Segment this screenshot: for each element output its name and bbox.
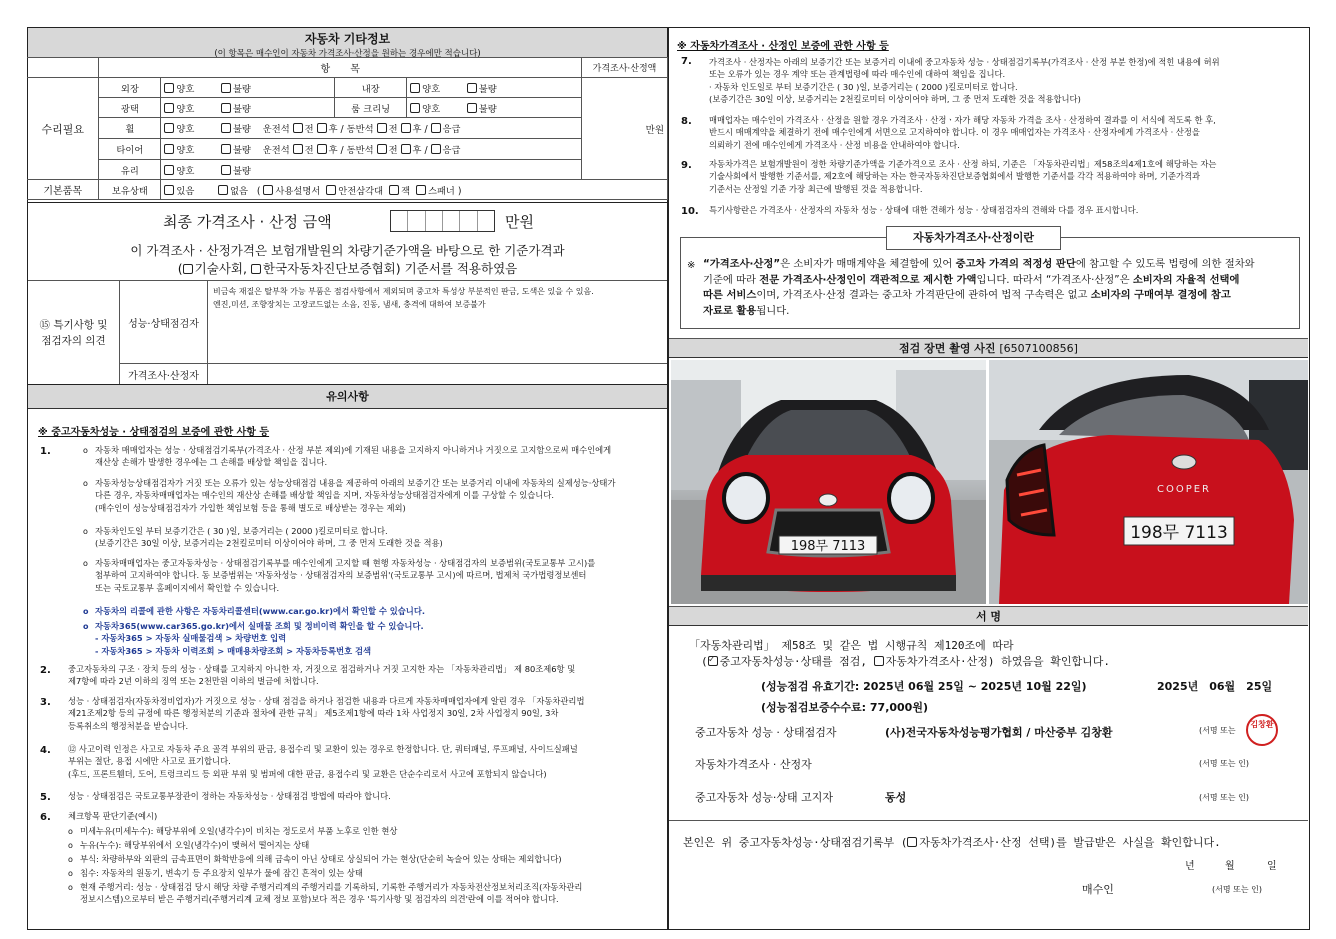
inspector-label: 중고자동차 성능 · 상태점검자 [695, 726, 837, 739]
checkbox[interactable] [263, 185, 273, 195]
checkbox[interactable] [221, 83, 231, 93]
price-unit: 만원 [582, 78, 668, 180]
final-line2: 이 가격조사 · 산정가격은 보험개발원의 차량기준가액을 바탕으로 한 기준가격과 [130, 243, 565, 258]
num-6: 6. [40, 812, 51, 823]
caution-6: 체크항목 판단기준(예시) [68, 811, 158, 821]
checkbox[interactable] [317, 123, 327, 133]
caution-3: 성능 · 상태점검자(자동차정비업자)가 거짓으로 성능 · 상태 점검을 하거나 점검한 내용과 다르게 자동차매매업자에게 알린 경우 「자동차관리법 제21조제2항 등의 규정에 따른 행정처분의 기준과 절차에 관한 규칙」 제5조제1항에 따라 1차 사업정지 30일, 2차 사업정지 90일, 3차 등록취소의 행정처분을 받습니다. [68, 696, 585, 731]
caution-6-o5: 현재 주행거리: 성능 · 상태점검 당시 해당 차량 주행거리계의 주행거리를 기록하되, 기록한 주행거리가 자동차전산정보처리조직(자동차관리 정보시스템)으로부터 받은 주행거리(주행거리계 교체 정보 포함)보다 적은 경우 '특기사항 및 점검자의 의견'란에 이를 적어야 합니다. [80, 882, 583, 905]
inspection-fee: (성능점검보증수수료: 77,000원) [761, 701, 928, 714]
final-price-boxes [390, 210, 495, 232]
row-interior: 내장 [335, 78, 407, 98]
checkbox[interactable] [164, 144, 174, 154]
row-gloss: 광택 [99, 98, 161, 118]
bullet: o [83, 527, 88, 536]
remarks-inspector-label: 성능·상태점검자 [120, 281, 208, 363]
caution-2: 중고자동차의 구조 · 장치 등의 성능 · 상태를 고지하지 아니한 자, 거짓으로 점검하거나 거짓 고지한 자는 「자동차관리법」 제 80조제6항 및 제7항에 따라 2년 이하의 징역 또는 2천만원 이하의 벌금에 처합니다. [68, 664, 576, 687]
receipt-divider [669, 820, 1308, 821]
checkbox[interactable] [183, 264, 193, 274]
receipt-month: 월 [1225, 861, 1235, 872]
receipt-text: 본인은 위 중고자동차성능·상태점검기록부 ( 자동차가격조사·산정 선택)를 발급받은 사실을 확인합니다. [683, 836, 1221, 849]
checkbox[interactable] [410, 83, 420, 93]
signature-header: 서 명 [669, 606, 1308, 626]
checkbox[interactable] [401, 144, 411, 154]
note-7: 가격조사 · 산정자는 아래의 보증기간 또는 보증거리 이내에 중고자동차 성능 · 상태점검기록부(가격조사 · 산정 부분 한정)에 적힌 내용에 허위 또는 오류가 있는 경우 계약 또는 관계법령에 따라 매수인에 대하여 책임을 집니다. · 자동차 인도일로 부터 보증기간은 ( 30 )일, 보증거리는 ( 2000 )킬로미터로 합니다. (보증기간은 30일 이상, 보증거리는 2천킬로미터 이상이어야 하며, 그 중 먼저 도래한 것을 적용합니다) [709, 57, 1220, 105]
checkbox[interactable] [221, 165, 231, 175]
note-8: 매매업자는 매수인이 가격조사 · 산정을 원할 경우 가격조사 · 산정ㆍ자가 해당 자동차 가격을 조사 · 산정하여 결과를 이 서식에 적도록 한 후, 반드시 매매계약을 체결하기 전에 매수인에게 서면으로 고지하여야 합니다. 이 경우 매매업자는 가격조사 · 산정자에게 가격조사 · 산정을 의뢰하기 전에 매수인에게 가격조사 · 산정 비용을 안내하여야 합니다. [709, 115, 1216, 150]
remarks-text [213, 285, 594, 311]
basic-label: 기본품목 [27, 180, 99, 200]
gloss-options: 양호 불량 [161, 98, 335, 118]
caution-1-o3: 자동차인도일 부터 보증기간은 ( 30 )일, 보증거리는 ( 2000 )킬로미터로 합니다. (보증기간은 30일 이상, 보증거리는 2천킬로미터 이상이어야 하며, 그 중 먼저 도래한 것을 적용) [95, 526, 443, 549]
rear-car-image [989, 360, 1308, 604]
appraisal-checkbox[interactable] [874, 656, 884, 666]
exterior-options: 양호 불량 [161, 78, 335, 98]
remarks-section [28, 280, 667, 384]
other-info-title: 자동차 기타정보 [304, 32, 391, 46]
num-1: 1. [40, 446, 51, 457]
row-room-clean: 룸 크리닝 [335, 98, 407, 118]
receipt-day: 일 [1267, 861, 1277, 872]
checkbox[interactable] [164, 165, 174, 175]
signature-line1: 「자동차관리법」 제58조 및 같은 법 시행규칙 제120조에 따라 [689, 639, 1014, 652]
possession-options: 있음 없음 ( 사용설명서 안전삼각대 잭 스패너 ) [161, 180, 668, 200]
bullet: o [68, 869, 73, 878]
caution-1-o5: 자동차의 리콜에 관한 사항은 자동차리콜센터(www.car.go.kr)에서 확인할 수 있습니다. [95, 606, 425, 616]
num-9: 9. [681, 160, 692, 171]
checkbox[interactable] [221, 103, 231, 113]
checkbox[interactable] [389, 185, 399, 195]
caution-5: 성능 · 상태점검은 국토교통부장관이 정하는 자동차성능 · 상태점검 방법에 따라야 합니다. [68, 791, 391, 801]
glass-options: 양호 불량 [161, 160, 582, 180]
row-exterior: 외장 [99, 78, 161, 98]
num-2: 2. [40, 665, 51, 676]
row-tire: 타이어 [99, 139, 161, 160]
final-price-title: 최종 가격조사 · 산정 금액 [163, 213, 332, 231]
bullet: o [83, 559, 88, 568]
checkbox[interactable] [416, 185, 426, 195]
checkbox[interactable] [218, 185, 228, 195]
checkbox[interactable] [164, 83, 174, 93]
rear-plate-text: 198무 7113 [1130, 523, 1228, 543]
caution-6-o4: 침수: 자동차의 원동기, 변속기 등 주요장치 일부가 물에 잠긴 흔적이 있는 상태 [80, 868, 363, 878]
receipt-year: 년 [1185, 861, 1195, 872]
checkbox[interactable] [164, 123, 174, 133]
caution-header: 유의사항 [28, 384, 667, 409]
num-10: 10. [681, 206, 699, 217]
bullet: o [83, 607, 89, 616]
checkbox[interactable] [467, 83, 477, 93]
signature-line2: (✓ 중고자동차성능·상태를 점검, 자동차가격조사·산정) 하였음을 확인합니다. [701, 653, 1110, 669]
inspector-name: (사)전국자동차성능평가협회 / 마산중부 김창환 [885, 726, 1113, 739]
wheel-options: 양호 불량 운전석 전 후 / 동반석 전 후 / 응급 [161, 118, 582, 139]
checkbox[interactable] [164, 103, 174, 113]
remarks-text-1: 비금속 재질은 탈부착 가능 부품은 점검사항에서 제외되며 중고차 특성상 부분적인 판금, 도색은 있을 수 있음. [213, 287, 594, 296]
left-panel [27, 27, 668, 930]
caution-1-o1: 자동차 매매업자는 성능 · 상태점검기록부(가격조사 · 산정 부분 제외)에 기재된 내용을 고지하지 아니하거나 거짓으로 고지함으로써 매수인에게 재산상 손해가 발생한 경우에는 그 손해를 배상할 책임을 집니다. [95, 445, 612, 468]
col-item-header: 항 목 [99, 58, 582, 78]
photos-code: [6507100856] [999, 342, 1078, 355]
checkbox[interactable] [221, 123, 231, 133]
definition-title: 자동차가격조사·산정이란 [886, 226, 1061, 250]
remarks-label: ⑮ 특기사항 및 점검자의 의견 [28, 281, 120, 385]
checkbox[interactable] [293, 144, 303, 154]
caution-6-o1: 미세누유(미세누수): 해당부위에 오일(냉각수)이 비치는 정도로서 부품 노후로 인한 현상 [80, 826, 398, 836]
other-info-subtitle: (이 항목은 매수인이 자동차 가격조사·산정을 원하는 경우에만 적습니다) [214, 49, 481, 59]
checkbox[interactable] [221, 144, 231, 154]
checkbox[interactable] [326, 185, 336, 195]
checkbox[interactable] [251, 264, 261, 274]
inspector-seal: 김창환 [1246, 714, 1278, 746]
note-9: 자동차가격은 보험개발원이 정한 차량기준가액을 기준가격으로 조사 · 산정 하되, 기준은 「자동차관리법」제58조의4제1호에 해당하는 자는 기술사회에서 발행한 기준서를, 제2호에 해당하는 자는 한국자동차진단보증협회에서 발행한 기준서를 각각 적용하여야 하며, 기준가격과 기준서는 산정일 기준 가장 최근에 발행된 것을 적용합니다. [709, 159, 1217, 194]
num-4: 4. [40, 745, 51, 756]
inspector-sign-hint: (서명 또는 [1199, 726, 1236, 735]
notifier-name: 동성 [885, 791, 907, 804]
remarks-appraiser-label: 가격조사·산정자 [120, 363, 208, 385]
other-info-table [27, 57, 668, 200]
bullet: o [68, 841, 73, 850]
photos-title: 점검 장면 촬영 사진 [899, 342, 996, 355]
front-car-image [671, 360, 986, 604]
caution-1-o2: 자동차성능상태점검자가 거짓 또는 오류가 있는 성능상태점검 내용을 제공하여 아래의 보증기간 또는 보증거리 이내에 자동차의 실제성능·상태가 다른 경우, 자동차매매업자는 매수인의 재산상 손해를 배상할 책임을 지며, 자동차성능상태점검자에게 이를 구상할 수 있습니다. (매수인이 성능상태점검자가 가입한 책임보험 등을 통해 별도로 배상받는 경우는 제외) [95, 478, 616, 513]
caution-4: ⑫ 사고이력 인정은 사고로 자동차 주요 골격 부위의 판금, 용접수리 및 교환이 있는 경우로 한정합니다. 단, 쿼터패널, 루프패널, 사이드실패널 부위는 절단, 용접 시에만 사고로 표기합니다. (후드, 프론트휀더, 도어, 트렁크리드 등 외판 부위 및 범퍼에 대한 판금, 용접수리 및 교환은 단순수리로서 사고에 포함되지 않습니다) [68, 744, 578, 779]
repair-label: 수리필요 [27, 78, 99, 180]
photos-header [669, 338, 1308, 358]
row-glass: 유리 [99, 160, 161, 180]
definition-mark: ※ [687, 260, 696, 271]
notifier-sign-hint: (서명 또는 인) [1199, 793, 1249, 802]
appraiser-sign-hint: (서명 또는 인) [1199, 759, 1249, 768]
remarks-divider [208, 363, 667, 364]
checkbox[interactable] [467, 103, 477, 113]
validity-period: (성능점검 유효기간: 2025년 06월 25일 ~ 2025년 10월 22일) [761, 680, 1087, 693]
num-7: 7. [681, 56, 692, 67]
checkbox[interactable] [377, 144, 387, 154]
room-clean-options: 양호 불량 [407, 98, 582, 118]
col-price-header: 가격조사·산정액 [582, 58, 668, 78]
checkbox[interactable] [431, 144, 441, 154]
caution-heading: ※ 중고자동차성능 · 상태점검의 보증에 관한 사항 등 [38, 427, 270, 438]
right-notes-heading: ※ 자동차가격조사 · 산정인 보증에 관한 사항 등 [677, 41, 889, 52]
caution-1-o6: 자동차365(www.car365.go.kr)에서 실매물 조회 및 정비이력 확인을 할 수 있습니다. - 자동차365 > 자동차 실매물검색 > 차량번호 입력 - 자동차365 > 자동차 이력조회 > 매매용차량조회 > 자동차등록번호 검색 [95, 621, 424, 656]
final-line3: ( 기술사회, 한국자동차진단보증협회) 기준서를 적용하였음 [177, 261, 518, 276]
front-plate-text: 198무 7113 [790, 539, 866, 554]
num-8: 8. [681, 116, 692, 127]
caution-1-o4: 자동차매매업자는 중고자동차성능 · 상태점검기록부를 매수인에게 고지할 때 현행 자동차성능 · 상태점검자의 보증범위(국토교통부 고시)를 첨부하여 고지하여야 합니다. 동 보증범위는 '자동차성능 · 상태점검자의 보증범위'(국토교통부 고시)에 따르며, 법제처 국가법령정보센터 또는 국토교통부 홈페이지에서 확인할 수 있습니다. [95, 558, 596, 593]
buyer-label: 매수인 [1082, 883, 1114, 896]
checkbox[interactable] [401, 123, 411, 133]
signature-date: 2025년 06월 25일 [1157, 680, 1273, 693]
bullet: o [83, 622, 89, 631]
bullet: o [68, 883, 73, 892]
bullet: o [83, 446, 88, 455]
bullet: o [83, 479, 88, 488]
checkbox[interactable] [431, 123, 441, 133]
row-wheel: 휠 [99, 118, 161, 139]
row-possession: 보유상태 [99, 180, 161, 200]
interior-options: 양호 불량 [407, 78, 582, 98]
buyer-sign-hint: (서명 또는 인) [1212, 885, 1262, 894]
inspection-checkbox[interactable] [708, 656, 718, 666]
definition-text: “가격조사·산정”은 소비자가 매매계약을 체결함에 있어 중고차 가격의 적정성 판단에 참고할 수 있도록 법령에 의한 절차와 기준에 따라 전문 가격조사·산정인이 객관적으로 제시한 가액입니다. 따라서 “가격조사·산정”은 소비자의 자율적 선택에 따른 서비스이며, 가격조사·산정 결과는 중고차 가격판단에 관하여 법적 구속력은 없고 소비자의 구매여부 결정에 참고 자료로 활용됩니다. [703, 258, 1255, 317]
checkbox[interactable] [164, 185, 174, 195]
remarks-text-2: 엔진,미션, 조향장치는 고장코드없는 소음, 진동, 냄새, 충격에 대하여 보증불가 [213, 300, 486, 309]
caution-6-o3: 부식: 차량하부와 외판의 금속표면이 화학반응에 의해 금속이 아닌 상태로 상실되어 가는 현상(단순히 녹슬어 있는 상태는 제외합니다) [80, 854, 562, 864]
final-price-unit: 만원 [505, 213, 534, 231]
bullet: o [68, 855, 73, 864]
appraiser-label: 자동차가격조사 · 산정자 [695, 758, 812, 771]
checkbox[interactable] [410, 103, 420, 113]
checkbox[interactable] [293, 123, 303, 133]
front-car-photo [671, 360, 986, 604]
right-panel [668, 27, 1310, 930]
num-3: 3. [40, 697, 51, 708]
note-10: 특기사항란은 가격조사 · 산정자의 자동차 성능 · 상태에 대한 견해가 성능 · 상태점검자의 견해와 다를 경우 표시합니다. [709, 205, 1139, 215]
tire-options: 양호 불량 운전석 전 후 / 동반석 전 후 / 응급 [161, 139, 582, 160]
definition-box [680, 231, 1300, 329]
checkbox[interactable] [317, 144, 327, 154]
checkbox[interactable] [377, 123, 387, 133]
bullet: o [68, 827, 73, 836]
other-info-header [28, 28, 667, 58]
rear-car-photo [989, 360, 1308, 604]
notifier-label: 중고자동차 성능·상태 고지자 [695, 791, 834, 804]
caution-6-o2: 누유(누수): 해당부위에서 오일(냉각수)이 맺혀서 떨어지는 상태 [80, 840, 310, 850]
receipt-checkbox[interactable] [907, 837, 917, 847]
rear-badge-text: COOPER [1156, 484, 1212, 495]
num-5: 5. [40, 792, 51, 803]
